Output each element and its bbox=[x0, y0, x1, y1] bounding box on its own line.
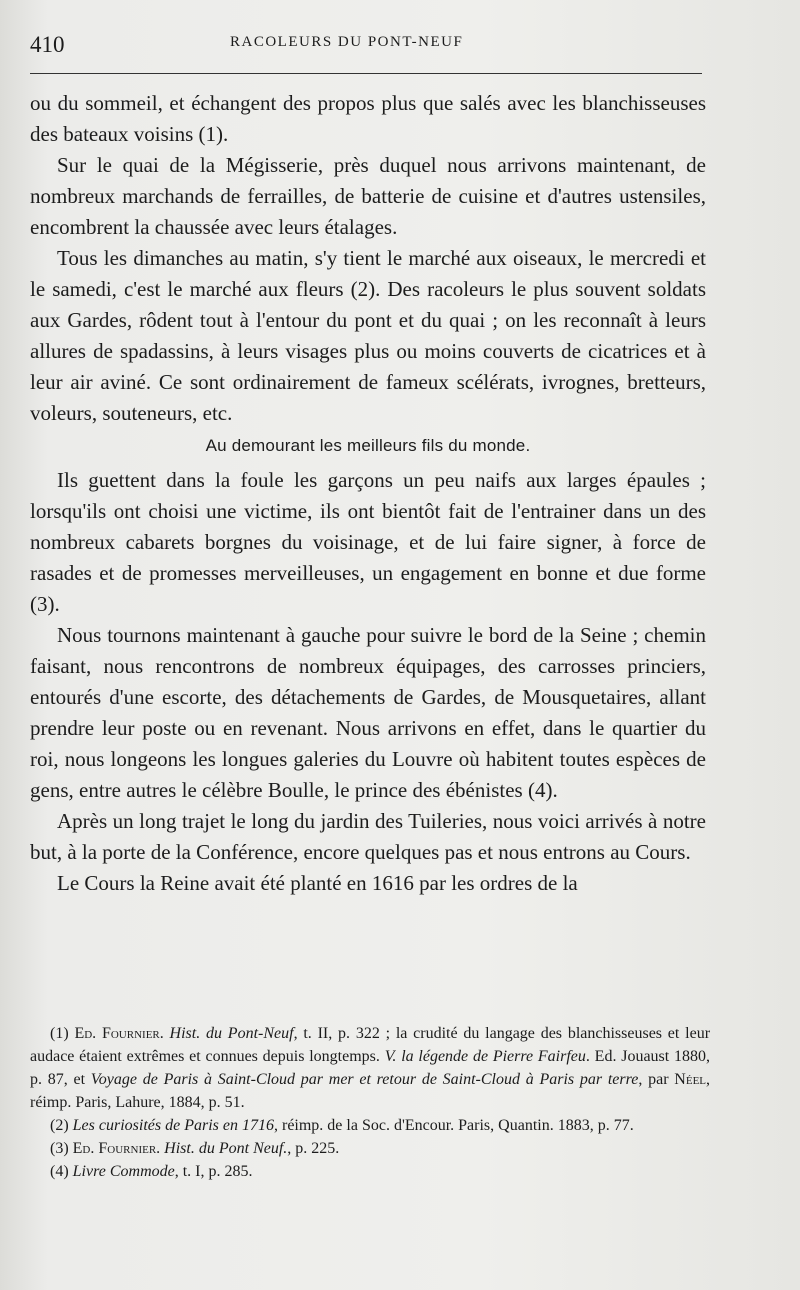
footnote-v: V. bbox=[384, 1048, 397, 1065]
footnote-1 bbox=[30, 1022, 710, 1114]
footnote-number: (2) bbox=[50, 1117, 69, 1134]
paragraph: Ils guettent dans la foule les garçons un peu naifs aux larges épaules ; lorsqu'ils ont choisi une victime, ils ont bientôt fait de l'entrainer dans un des nombreux cabarets borgnes du voisinage, et de lui faire signer, à force de rasades et de promesses merveilleuses, un engagement en bonne et due forme (3). bbox=[30, 468, 706, 616]
footnote-title: Hist. du Pont Neuf. bbox=[164, 1140, 288, 1157]
page-number: 410 bbox=[30, 32, 65, 57]
footnotes bbox=[30, 1022, 710, 1183]
footnote-title: Hist. du Pont-Neuf bbox=[169, 1025, 294, 1042]
footnote-author: Ed. Fournier. bbox=[74, 1025, 164, 1042]
paragraph: Après un long trajet le long du jardin des Tuileries, nous voici arrivés à notre but, à la porte de la Conférence, encore quelques pas et nous entrons au Cours. bbox=[30, 809, 706, 864]
footnote-title: la légende de Pierre Fairfeu bbox=[401, 1048, 586, 1065]
footnote-text: , t. I, p. 285. bbox=[174, 1163, 253, 1180]
footnote-author: Ed. Fournier. bbox=[72, 1140, 161, 1157]
page-header bbox=[30, 28, 700, 68]
paragraph: ou du sommeil, et échangent des propos plus que salés avec les blanchisseuses des bateaux voisins (1). bbox=[30, 91, 706, 146]
footnote-text: , réimp. Paris, Lahure, 1884, p. 51. bbox=[30, 1071, 711, 1111]
footnote-text: , p. 225. bbox=[287, 1140, 340, 1157]
paragraph: Sur le quai de la Mégisserie, près duquel nous arrivons maintenant, de nombreux marchands de ferrailles, de batterie de cuisine et d'autres ustensiles, encombrent la chaussée avec leurs étalages. bbox=[30, 153, 706, 239]
footnote-2 bbox=[30, 1114, 710, 1137]
footnote-text: , réimp. de la Soc. d'Encour. Paris, Quantin. 1883, p. 77. bbox=[273, 1117, 634, 1134]
body-text bbox=[30, 88, 706, 899]
quotation: Au demourant les meilleurs fils du monde. bbox=[205, 436, 531, 455]
footnote-4 bbox=[30, 1160, 710, 1183]
footnote-number: (3) bbox=[50, 1140, 69, 1157]
footnote-text: . Ed. Jouaust 1880, p. 87, et bbox=[30, 1048, 711, 1088]
footnote-number: (1) bbox=[50, 1025, 69, 1042]
footnote-author: Néel bbox=[674, 1071, 707, 1088]
header-rule bbox=[30, 73, 702, 74]
paragraph: Nous tournons maintenant à gauche pour suivre le bord de la Seine ; chemin faisant, nous rencontrons de nombreux équipages, des carrosses princiers, entourés d'une escorte, des détachements de Gardes, de Mousquetaires, allant prendre leur poste ou en revenant. Nous arrivons en effet, dans le quartier du roi, nous longeons les longues galeries du Louvre où habitent toutes espèces de gens, entre autres le célèbre Boulle, le prince des ébénistes (4). bbox=[30, 623, 706, 802]
footnote-title: Les curiosités de Paris en 1716 bbox=[72, 1117, 274, 1134]
footnote-3 bbox=[30, 1137, 710, 1160]
footnote-title: Voyage de Paris à Saint-Cloud par mer et retour de Saint-Cloud à Paris par terre bbox=[90, 1071, 639, 1088]
paragraph: Tous les dimanches au matin, s'y tient le marché aux oiseaux, le mercredi et le samedi, c'est le marché aux fleurs (2). Des racoleurs le plus souvent soldats aux Gardes, rôdent tout à l'entour du pont et du quai ; on les reconnaît à leurs allures de spadassins, à leurs visages plus ou moins couverts de cicatrices et à leur air aviné. Ce sont ordinairement de fameux scélérats, ivrognes, bretteurs, voleurs, souteneurs, etc. bbox=[30, 246, 706, 425]
running-title: RACOLEURS DU PONT-NEUF bbox=[230, 34, 464, 50]
paragraph: Le Cours la Reine avait été planté en 1616 par les ordres de la bbox=[57, 871, 578, 895]
footnote-number: (4) bbox=[50, 1163, 69, 1180]
footnote-text: , par bbox=[638, 1071, 669, 1088]
footnote-title: Livre Commode bbox=[72, 1163, 175, 1180]
footnote-text: , t. II, p. 322 ; la crudité du langage des blanchisseuses et leur audace étaient extrêmes et connues depuis longtemps. bbox=[30, 1025, 711, 1065]
